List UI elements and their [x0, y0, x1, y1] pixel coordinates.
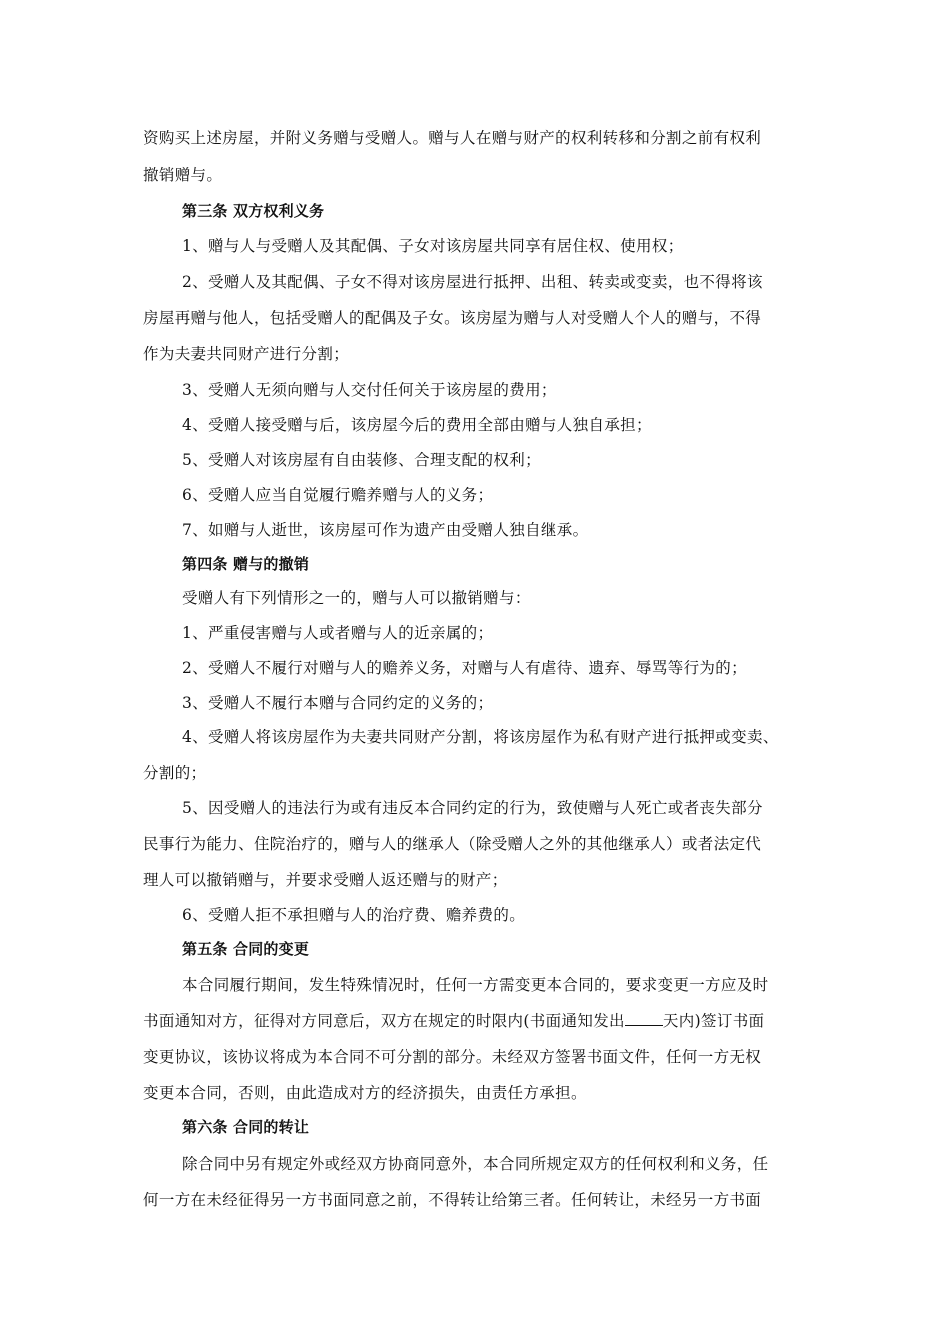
- body-line: 本合同履行期间，发生特殊情况时，任何一方需变更本合同的，要求变更一方应及时: [182, 976, 769, 994]
- body-line: 撤销赠与。: [143, 166, 223, 184]
- body-line: 变更协议，该协议将成为本合同不可分割的部分。未经双方签署书面文件，任何一方无权: [143, 1048, 762, 1066]
- body-line: 除合同中另有规定外或经双方协商同意外，本合同所规定双方的任何权利和义务，任: [182, 1155, 769, 1173]
- body-line: 受赠人有下列情形之一的，赠与人可以撤销赠与：: [182, 589, 531, 607]
- body-line: 变更本合同，否则，由此造成对方的经济损失，由责任方承担。: [143, 1084, 587, 1102]
- body-line: 5、因受赠人的违法行为或有违反本合同约定的行为，致使赠与人死亡或者丧失部分: [182, 799, 763, 817]
- body-line: 房屋再赠与他人，包括受赠人的配偶及子女。该房屋为赠与人对受赠人个人的赠与，不得: [143, 309, 762, 327]
- body-line: 民事行为能力、住院治疗的，赠与人的继承人（除受赠人之外的其他继承人）或者法定代: [143, 835, 762, 853]
- body-line: 何一方在未经征得另一方书面同意之前，不得转让给第三者。任何转让，未经另一方书面: [143, 1191, 762, 1209]
- body-line: 1、赠与人与受赠人及其配偶、子女对该房屋共同享有居住权、使用权；: [182, 237, 684, 255]
- body-line: 分割的；: [143, 764, 207, 782]
- body-line: 理人可以撤销赠与，并要求受赠人返还赠与的财产；: [143, 871, 508, 889]
- body-line: 资购买上述房屋，并附义务赠与受赠人。赠与人在赠与财产的权利转移和分割之前有权利: [143, 129, 762, 147]
- body-line: 2、受赠人及其配偶、子女不得对该房屋进行抵押、出租、转卖或变卖，也不得将该: [182, 273, 763, 291]
- line-text-after-blank: 天内)签订书面: [662, 1012, 765, 1030]
- line-text-before-blank: 书面通知对方，征得对方同意后，双方在规定的时限内(书面通知发出: [143, 1012, 625, 1030]
- body-line: 作为夫妻共同财产进行分割；: [143, 345, 350, 363]
- body-line: 5、受赠人对该房屋有自由装修、合理支配的权利；: [182, 451, 541, 469]
- body-line: 4、受赠人接受赠与后，该房屋今后的费用全部由赠与人独自承担；: [182, 416, 652, 434]
- body-line: 6、受赠人拒不承担赠与人的治疗费、赡养费的。: [182, 906, 526, 924]
- section-heading-3: 第三条 双方权利义务: [182, 202, 325, 220]
- body-line-with-blank: [143, 1011, 812, 1031]
- body-line: 7、如赠与人逝世，该房屋可作为遗产由受赠人独自继承。: [182, 521, 589, 539]
- body-line: 6、受赠人应当自觉履行赡养赠与人的义务；: [182, 486, 494, 504]
- body-line: 3、受赠人不履行本赠与合同约定的义务的；: [182, 694, 494, 712]
- body-line: 1、严重侵害赠与人或者赠与人的近亲属的；: [182, 624, 494, 642]
- body-line: 3、受赠人无须向赠与人交付任何关于该房屋的费用；: [182, 381, 557, 399]
- section-heading-4: 第四条 赠与的撤销: [182, 555, 310, 573]
- body-line: 2、受赠人不履行对赠与人的赡养义务，对赠与人有虐待、遗弃、辱骂等行为的；: [182, 659, 747, 677]
- section-heading-6: 第六条 合同的转让: [182, 1118, 310, 1136]
- fill-in-blank: [625, 1011, 663, 1026]
- body-line: 4、受赠人将该房屋作为夫妻共同财产分割，将该房屋作为私有财产进行抵押或变卖、: [182, 728, 779, 746]
- section-heading-5: 第五条 合同的变更: [182, 940, 310, 958]
